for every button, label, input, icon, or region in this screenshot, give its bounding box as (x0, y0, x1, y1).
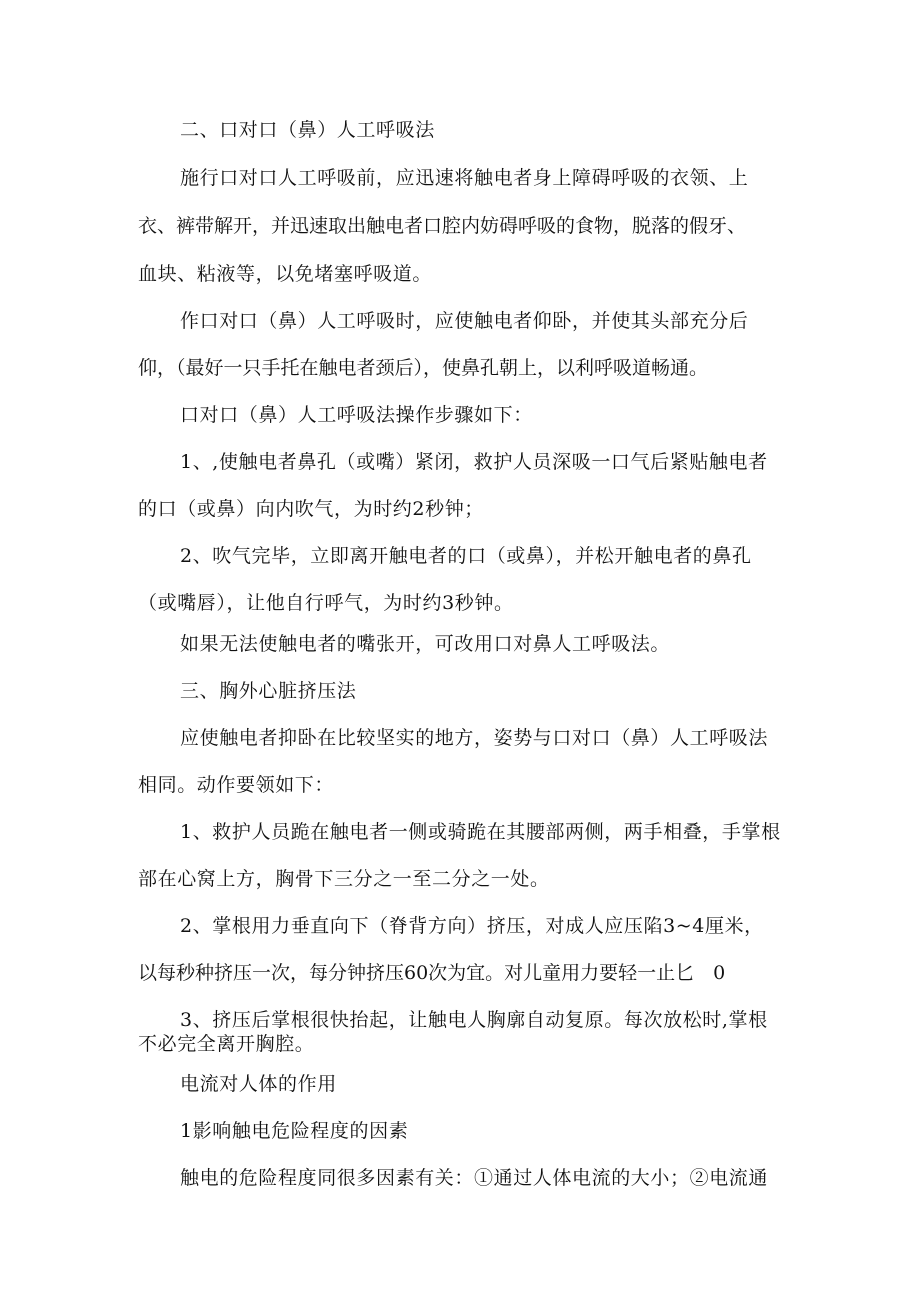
paragraph-line: 以每秒种挤压一次，每分钟挤压60次为宜。对儿童用力要轻一止匕 0 (138, 962, 726, 984)
paragraph-line: 1、,使触电者鼻孔（或嘴）紧闭，救护人员深吸一口气后紧贴触电者 (180, 451, 768, 473)
section-heading-current-effects: 电流对人体的作用 (180, 1073, 337, 1095)
paragraph-line: 2、掌根用力垂直向下（脊背方向）挤压，对成人应压陷3~4厘米， (180, 915, 764, 937)
paragraph-line: 触电的危险程度同很多因素有关：①通过人体电流的大小；②电流通 (180, 1167, 769, 1189)
paragraph-line: 1、救护人员跪在触电者一侧或骑跪在其腰部两侧，两手相叠，手掌根 (180, 821, 781, 843)
paragraph-line: 施行口对口人工呼吸前，应迅速将触电者身上障碍呼吸的衣领、上 (180, 167, 749, 189)
paragraph-line: 口对口（鼻）人工呼吸法操作步骤如下： (180, 404, 533, 426)
paragraph-line: 作口对口（鼻）人工呼吸时，应使触电者仰卧，并使其头部充分后 (180, 310, 749, 332)
paragraph-line: 的口（或鼻）向内吹气，为时约2秒钟； (138, 498, 484, 520)
section-heading-chest-compression: 三、胸外心脏挤压法 (180, 680, 357, 702)
paragraph-line: 2、吹气完毕，立即离开触电者的口（或鼻），并松开触电者的鼻孔 (180, 545, 752, 567)
paragraph-line: 3、挤压后掌根很快抬起，让触电人胸廓自动复原。每次放松时,掌根 (180, 1009, 768, 1031)
paragraph-line: 应使触电者抑卧在比较坚实的地方，姿势与口对口（鼻）人工呼吸法 (180, 727, 769, 749)
paragraph-line: 衣、裤带解开，并迅速取出触电者口腔内妨碍呼吸的食物，脱落的假牙、 (138, 215, 747, 237)
paragraph-line: 如果无法使触电者的嘴张开，可改用口对鼻人工呼吸法。 (180, 633, 671, 655)
paragraph-line: 仰，（最好一只手托在触电者颈后），使鼻孔朝上，以利呼吸道畅通。 (138, 357, 709, 379)
paragraph-line: 部在心窝上方，胸骨下三分之一至二分之一处。 (138, 868, 550, 890)
paragraph-line: 相同。动作要领如下： (138, 774, 335, 796)
paragraph-line: 不必完全离开胸腔。 (138, 1033, 315, 1055)
subsection-heading-danger-factors: 1影响触电危险程度的因素 (180, 1120, 409, 1142)
section-heading-mouth-to-mouth: 二、口对口（鼻）人工呼吸法 (180, 119, 435, 141)
paragraph-line: 血块、粘液等，以免堵塞呼吸道。 (138, 263, 433, 285)
paragraph-line: （或嘴唇），让他自行呼气，为时约3秒钟。 (138, 592, 514, 614)
